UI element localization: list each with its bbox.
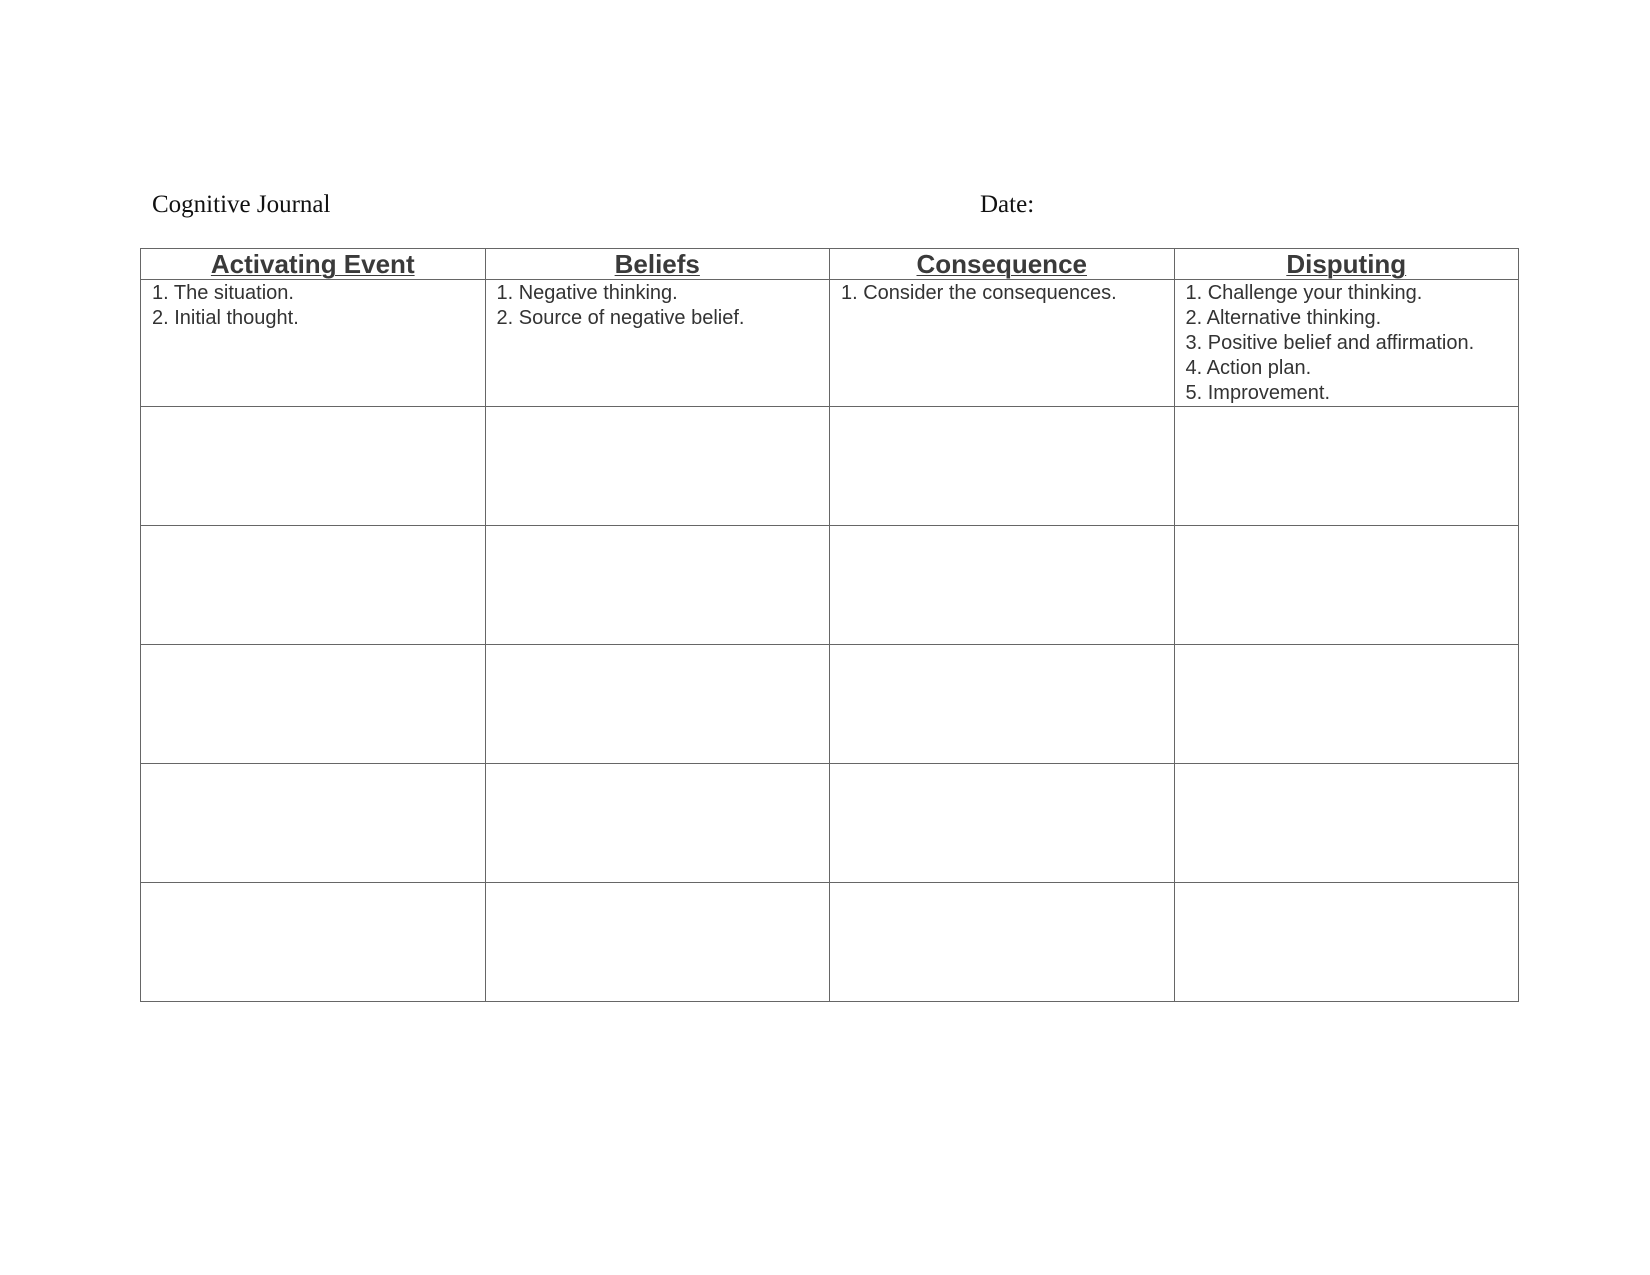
entry-row <box>141 764 1519 883</box>
entry-cell-activating-event[interactable] <box>141 526 486 645</box>
step-item: 4. Action plan. <box>1185 357 1312 379</box>
step-item: 1. Consider the consequences. <box>841 282 1117 304</box>
column-header-disputing: Disputing <box>1174 249 1519 280</box>
entry-row <box>141 407 1519 526</box>
column-header-activating-event: Activating Event <box>141 249 486 280</box>
step-list <box>830 280 1174 306</box>
step-item: 3. Positive belief and affirmation. <box>1185 332 1475 354</box>
entry-cell-disputing[interactable] <box>1174 526 1519 645</box>
step-item: 1. Negative thinking. <box>496 282 678 304</box>
entry-cell-beliefs[interactable] <box>485 883 830 1002</box>
step-item: 5. Improvement. <box>1185 382 1331 404</box>
entry-cell-beliefs[interactable] <box>485 407 830 526</box>
entry-cell-disputing[interactable] <box>1174 407 1519 526</box>
entry-cell-consequence[interactable] <box>830 883 1175 1002</box>
entry-cell-disputing[interactable] <box>1174 645 1519 764</box>
column-header-beliefs: Beliefs <box>485 249 830 280</box>
step-item: 2. Initial thought. <box>152 307 299 329</box>
date-label: Date: <box>980 191 1035 218</box>
entry-cell-consequence[interactable] <box>830 645 1175 764</box>
entry-cell-beliefs[interactable] <box>485 645 830 764</box>
instructions-cell-disputing <box>1174 280 1519 407</box>
step-item: 2. Alternative thinking. <box>1185 307 1382 329</box>
entry-cell-consequence[interactable] <box>830 764 1175 883</box>
step-list <box>141 280 485 331</box>
step-list <box>1175 280 1519 406</box>
column-header-consequence: Consequence <box>830 249 1175 280</box>
entry-cell-consequence[interactable] <box>830 526 1175 645</box>
entry-row <box>141 883 1519 1002</box>
entry-row <box>141 526 1519 645</box>
document-title: Cognitive Journal <box>152 191 331 218</box>
step-item: 1. The situation. <box>152 282 294 304</box>
entry-cell-activating-event[interactable] <box>141 883 486 1002</box>
entry-cell-consequence[interactable] <box>830 407 1175 526</box>
instructions-row <box>141 280 1519 407</box>
entry-cell-disputing[interactable] <box>1174 883 1519 1002</box>
entry-cell-beliefs[interactable] <box>485 764 830 883</box>
entry-row <box>141 645 1519 764</box>
journal-table <box>140 248 1519 1002</box>
header-row <box>141 249 1519 280</box>
instructions-cell-beliefs <box>485 280 830 407</box>
entry-cell-activating-event[interactable] <box>141 764 486 883</box>
instructions-cell-activating-event <box>141 280 486 407</box>
entry-cell-activating-event[interactable] <box>141 645 486 764</box>
step-list <box>486 280 830 331</box>
step-item: 2. Source of negative belief. <box>496 307 745 329</box>
entry-cell-beliefs[interactable] <box>485 526 830 645</box>
entry-cell-disputing[interactable] <box>1174 764 1519 883</box>
step-item: 1. Challenge your thinking. <box>1185 282 1423 304</box>
instructions-cell-consequence <box>830 280 1175 407</box>
entry-cell-activating-event[interactable] <box>141 407 486 526</box>
